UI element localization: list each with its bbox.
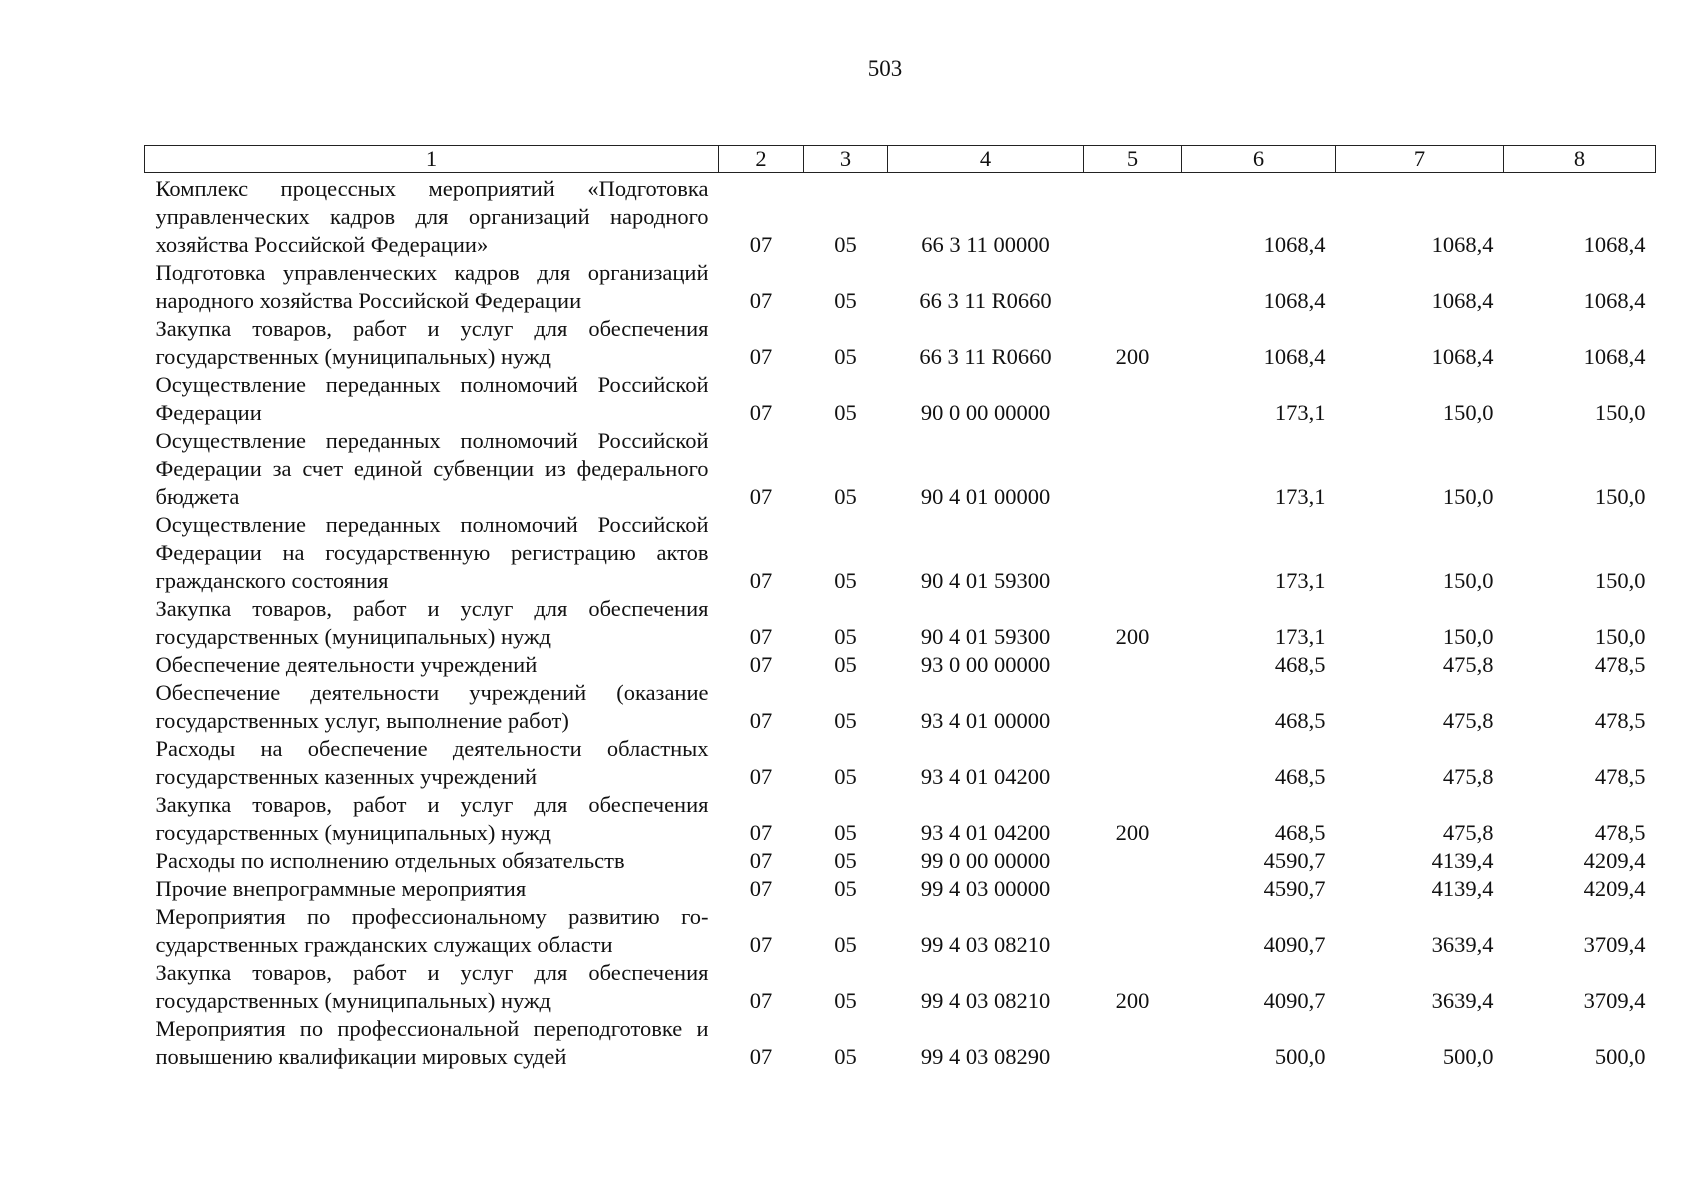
row-section: 07	[749, 232, 773, 257]
table-row	[145, 259, 1656, 315]
row-name: Обеспечение деятельности учреждений (оказание государственных услуг, выполнение работ)	[155, 680, 709, 733]
table-row	[145, 959, 1656, 1015]
row-section: 07	[749, 820, 773, 845]
row-expense-type	[1084, 511, 1182, 595]
header-row	[145, 146, 1656, 173]
row-subsection: 05	[834, 484, 857, 509]
table-row	[145, 427, 1656, 511]
row-value-col6: 468,5	[1274, 764, 1326, 789]
row-subsection: 05	[834, 652, 857, 677]
row-value-col7: 150,0	[1442, 624, 1494, 649]
row-target-article: 99 0 00 00000	[920, 848, 1051, 873]
row-value-col7: 1068,4	[1431, 344, 1494, 369]
row-name: Мероприятия по профессиональному развитию государственных гражданских служащих области	[155, 904, 709, 957]
row-name: Осуществление переданных полномочий Российской Федерации	[155, 372, 709, 425]
row-value-col7: 475,8	[1442, 820, 1494, 845]
page-number: 503	[867, 56, 903, 81]
row-value-col8: 150,0	[1594, 624, 1646, 649]
row-target-article: 99 4 03 08210	[920, 932, 1051, 957]
row-value-col8: 500,0	[1594, 1044, 1646, 1069]
row-value-col8: 1068,4	[1583, 344, 1646, 369]
header-col-3: 3	[804, 146, 888, 173]
row-section: 07	[749, 344, 773, 369]
row-value-col6: 4090,7	[1263, 988, 1326, 1013]
row-section: 07	[749, 400, 773, 425]
table-row	[145, 903, 1656, 959]
table-row	[145, 735, 1656, 791]
row-section: 07	[749, 764, 773, 789]
row-subsection: 05	[834, 876, 857, 901]
row-expense-type	[1084, 1015, 1182, 1071]
table-row	[145, 875, 1656, 903]
row-value-col7: 150,0	[1442, 400, 1494, 425]
row-subsection: 05	[834, 232, 857, 257]
row-value-col7: 3639,4	[1431, 988, 1494, 1013]
header-col-5: 5	[1084, 146, 1182, 173]
row-value-col8: 478,5	[1594, 764, 1646, 789]
row-name: Закупка товаров, работ и услуг для обеспечения государственных (муниципальных) нужд	[155, 596, 709, 649]
row-name: Закупка товаров, работ и услуг для обеспечения государственных (муниципальных) нужд	[155, 792, 709, 845]
row-expense-type	[1084, 875, 1182, 903]
row-value-col7: 4139,4	[1431, 876, 1494, 901]
row-expense-type	[1084, 651, 1182, 679]
table-row	[145, 847, 1656, 875]
row-subsection: 05	[834, 624, 857, 649]
row-value-col6: 173,1	[1274, 568, 1326, 593]
row-value-col6: 173,1	[1274, 624, 1326, 649]
row-target-article: 93 4 01 04200	[920, 820, 1051, 845]
row-value-col6: 468,5	[1274, 652, 1326, 677]
row-value-col6: 500,0	[1274, 1044, 1326, 1069]
row-subsection: 05	[834, 764, 857, 789]
row-section: 07	[749, 932, 773, 957]
row-value-col7: 4139,4	[1431, 848, 1494, 873]
table-row	[145, 315, 1656, 371]
row-target-article: 90 4 01 59300	[920, 568, 1051, 593]
row-target-article: 99 4 03 00000	[920, 876, 1051, 901]
row-value-col7: 475,8	[1442, 652, 1494, 677]
row-target-article: 93 4 01 00000	[920, 708, 1051, 733]
row-value-col8: 150,0	[1594, 400, 1646, 425]
row-expense-type	[1084, 847, 1182, 875]
row-target-article: 93 4 01 04200	[920, 764, 1051, 789]
header-col-4: 4	[888, 146, 1084, 173]
row-section: 07	[749, 988, 773, 1013]
row-subsection: 05	[834, 848, 857, 873]
row-value-col7: 475,8	[1442, 764, 1494, 789]
row-value-col7: 150,0	[1442, 484, 1494, 509]
row-subsection: 05	[834, 988, 857, 1013]
budget-table	[144, 145, 1656, 1071]
row-value-col7: 150,0	[1442, 568, 1494, 593]
row-subsection: 05	[834, 400, 857, 425]
row-value-col6: 1068,4	[1263, 344, 1326, 369]
row-expense-type: 200	[1115, 820, 1150, 845]
row-name: Осуществление переданных полномочий Российской Федерации за счет единой субвенции из федерального бюджета	[155, 428, 709, 509]
row-expense-type	[1084, 903, 1182, 959]
table-row	[145, 511, 1656, 595]
row-name: Обеспечение деятельности учреждений	[155, 652, 538, 677]
row-target-article: 99 4 03 08290	[920, 1044, 1051, 1069]
row-name: Прочие внепрограммные мероприятия	[155, 876, 527, 901]
row-value-col8: 150,0	[1594, 568, 1646, 593]
row-name: Закупка товаров, работ и услуг для обеспечения государственных (муниципальных) нужд	[155, 316, 709, 369]
row-section: 07	[749, 568, 773, 593]
header-col-2: 2	[719, 146, 804, 173]
row-value-col7: 1068,4	[1431, 232, 1494, 257]
row-value-col7: 3639,4	[1431, 932, 1494, 957]
row-expense-type	[1084, 259, 1182, 315]
row-value-col7: 475,8	[1442, 708, 1494, 733]
row-value-col7: 500,0	[1442, 1044, 1494, 1069]
row-name: Мероприятия по профессиональной переподготовке и повышению квалификации мировых судей	[155, 1016, 709, 1069]
row-value-col8: 3709,4	[1583, 988, 1646, 1013]
table-row	[145, 595, 1656, 651]
row-target-article: 99 4 03 08210	[920, 988, 1051, 1013]
row-target-article: 90 4 01 59300	[920, 624, 1051, 649]
row-value-col8: 478,5	[1594, 820, 1646, 845]
table-header	[145, 146, 1656, 173]
row-subsection: 05	[834, 708, 857, 733]
header-col-8: 8	[1504, 146, 1656, 173]
row-expense-type: 200	[1115, 624, 1150, 649]
row-value-col6: 4590,7	[1263, 876, 1326, 901]
row-value-col6: 4590,7	[1263, 848, 1326, 873]
row-value-col8: 478,5	[1594, 708, 1646, 733]
row-expense-type	[1084, 427, 1182, 511]
row-target-article: 93 0 00 00000	[920, 652, 1051, 677]
budget-table-container	[144, 145, 1655, 1071]
row-section: 07	[749, 288, 773, 313]
row-name: Комплекс процессных мероприятий «Подготовка управленческих кадров для организаций народного хозяйства Российской Федерации»	[155, 176, 709, 257]
row-name: Закупка товаров, работ и услуг для обеспечения государственных (муниципальных) нужд	[155, 960, 709, 1013]
row-subsection: 05	[834, 820, 857, 845]
table-row	[145, 1015, 1656, 1071]
row-value-col6: 1068,4	[1263, 288, 1326, 313]
row-value-col8: 478,5	[1594, 652, 1646, 677]
row-value-col6: 173,1	[1274, 400, 1326, 425]
row-name: Расходы на обеспечение деятельности областных государственных казенных учреждений	[155, 736, 709, 789]
header-col-6: 6	[1182, 146, 1336, 173]
row-value-col8: 3709,4	[1583, 932, 1646, 957]
row-value-col6: 173,1	[1274, 484, 1326, 509]
row-target-article: 66 3 11 00000	[921, 232, 1050, 257]
table-body	[145, 173, 1656, 1072]
row-expense-type: 200	[1115, 344, 1150, 369]
row-value-col8: 4209,4	[1583, 876, 1646, 901]
row-section: 07	[749, 1044, 773, 1069]
row-expense-type	[1084, 679, 1182, 735]
row-value-col6: 468,5	[1274, 820, 1326, 845]
row-expense-type	[1084, 371, 1182, 427]
row-name: Подготовка управленческих кадров для организаций народного хозяйства Российской Федерации	[155, 260, 709, 313]
row-value-col7: 1068,4	[1431, 288, 1494, 313]
row-subsection: 05	[834, 932, 857, 957]
table-row	[145, 371, 1656, 427]
row-section: 07	[749, 876, 773, 901]
header-col-1: 1	[145, 146, 719, 173]
header-col-7: 7	[1336, 146, 1504, 173]
table-row	[145, 651, 1656, 679]
row-section: 07	[749, 624, 773, 649]
row-value-col8: 1068,4	[1583, 288, 1646, 313]
row-target-article: 66 3 11 R0660	[919, 288, 1052, 313]
row-expense-type	[1084, 173, 1182, 260]
row-name: Осуществление переданных полномочий Российской Федерации на государственную регистрацию актов гражданского состояния	[155, 512, 709, 593]
row-subsection: 05	[834, 344, 857, 369]
row-section: 07	[749, 652, 773, 677]
row-expense-type: 200	[1115, 988, 1150, 1013]
table-row	[145, 679, 1656, 735]
row-value-col6: 4090,7	[1263, 932, 1326, 957]
table-row	[145, 173, 1656, 260]
row-subsection: 05	[834, 288, 857, 313]
row-section: 07	[749, 484, 773, 509]
row-target-article: 90 0 00 00000	[920, 400, 1051, 425]
row-subsection: 05	[834, 568, 857, 593]
row-value-col8: 4209,4	[1583, 848, 1646, 873]
row-section: 07	[749, 848, 773, 873]
row-target-article: 66 3 11 R0660	[919, 344, 1052, 369]
row-value-col8: 150,0	[1594, 484, 1646, 509]
row-value-col6: 1068,4	[1263, 232, 1326, 257]
row-name: Расходы по исполнению отдельных обязательств	[155, 848, 625, 873]
row-expense-type	[1084, 735, 1182, 791]
table-row	[145, 791, 1656, 847]
row-section: 07	[749, 708, 773, 733]
row-subsection: 05	[834, 1044, 857, 1069]
row-value-col8: 1068,4	[1583, 232, 1646, 257]
row-value-col6: 468,5	[1274, 708, 1326, 733]
row-target-article: 90 4 01 00000	[920, 484, 1051, 509]
